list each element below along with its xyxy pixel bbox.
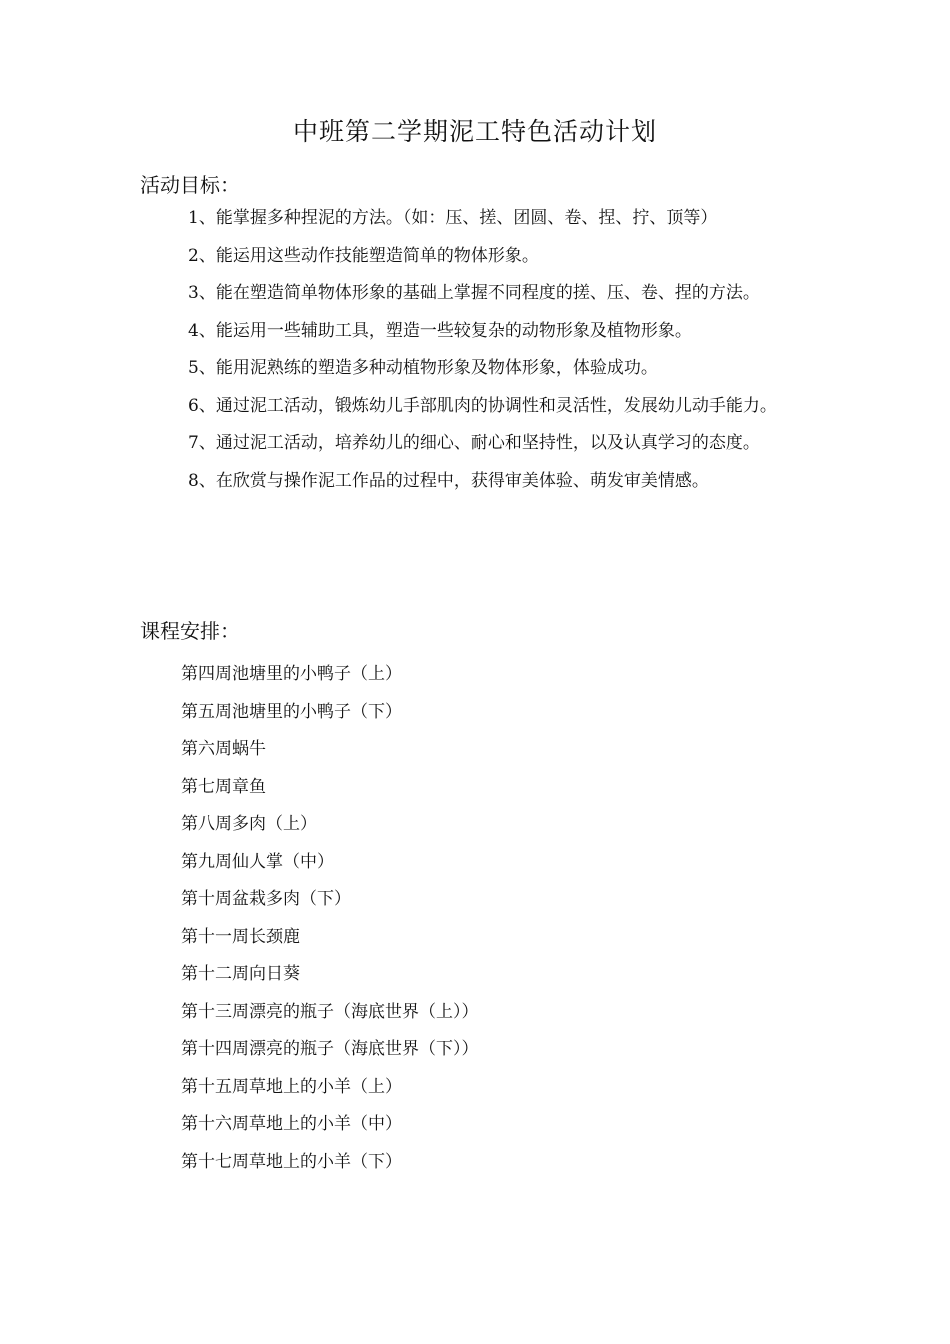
schedule-item: 第五周池塘里的小鸭子（下） (181, 701, 402, 722)
schedule-item: 第十四周漂亮的瓶子（海底世界（下）） (181, 1039, 479, 1059)
goal-item: 7、通过泥工活动，培养幼儿的细心、耐心和坚持性，以及认真学习的态度。 (188, 433, 760, 453)
goal-item: 1、能掌握多种捏泥的方法。（如：压、搓、团圆、卷、捏、拧、顶等） (188, 208, 718, 228)
schedule-item: 第六周蜗牛 (181, 739, 266, 759)
goal-item: 5、能用泥熟练的塑造多种动植物形象及物体形象，体验成功。 (188, 358, 658, 378)
schedule-item: 第十六周草地上的小羊（中） (181, 1114, 402, 1134)
goals-heading: 活动目标： (140, 173, 240, 197)
page-title: 中班第二学期泥工特色活动计划 (292, 117, 657, 146)
schedule-item: 第十三周漂亮的瓶子（海底世界（上）） (181, 1001, 479, 1022)
schedule-item: 第九周仙人掌（中） (181, 851, 334, 872)
schedule-list (181, 656, 479, 1181)
schedule-item: 第十五周草地上的小羊（上） (181, 1076, 402, 1097)
schedule-item: 第十二周向日葵 (181, 964, 300, 984)
schedule-item: 第十一周长颈鹿 (181, 926, 300, 947)
goal-item: 8、在欣赏与操作泥工作品的过程中，获得审美体验、萌发审美情感。 (188, 470, 709, 491)
goal-item: 3、能在塑造简单物体形象的基础上掌握不同程度的搓、压、卷、捏的方法。 (188, 283, 760, 303)
goal-item: 4、能运用一些辅助工具，塑造一些较复杂的动物形象及植物形象。 (188, 320, 692, 341)
goal-item: 2、能运用这些动作技能塑造简单的物体形象。 (188, 245, 539, 266)
goals-list (140, 200, 800, 500)
schedule-item: 第十七周草地上的小羊（下） (181, 1151, 402, 1172)
schedule-item: 第七周章鱼 (181, 776, 266, 797)
schedule-heading: 课程安排： (140, 619, 240, 643)
schedule-item: 第十周盆栽多肉（下） (181, 889, 351, 909)
schedule-item: 第八周多肉（上） (181, 814, 317, 834)
goal-item: 6、通过泥工活动，锻炼幼儿手部肌肉的协调性和灵活性，发展幼儿动手能力。 (188, 395, 777, 416)
schedule-item: 第四周池塘里的小鸭子（上） (181, 664, 402, 684)
